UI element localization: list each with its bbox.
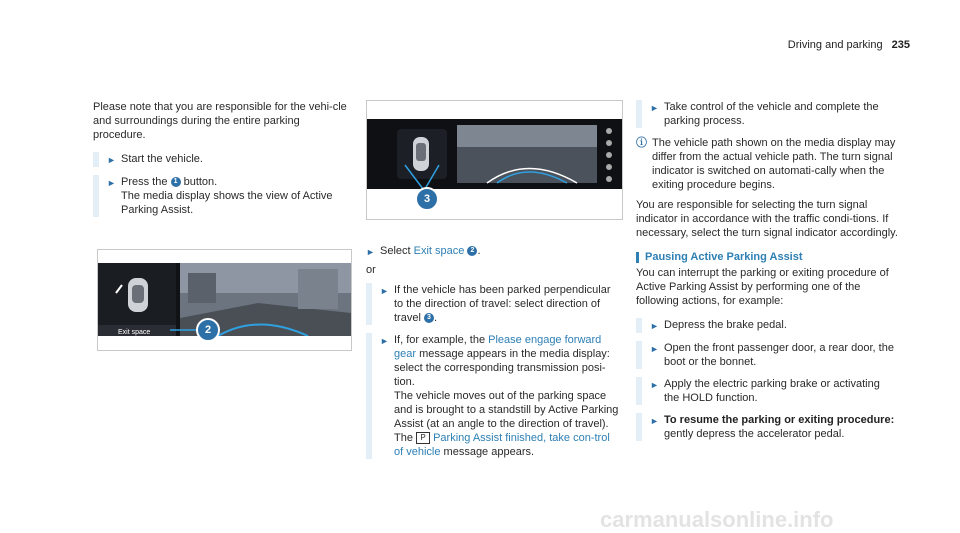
figure-exit-space: [97, 249, 352, 351]
callout-2: 2: [196, 318, 220, 342]
arrow-icon: ►: [650, 416, 659, 426]
arrow-icon: ►: [380, 336, 389, 346]
step-engage-gear: ► If, for example, the Please engage forward gear message appears in the media display: select the corresponding transmission posi-tion. The vehicle moves out of the parking space and is brought to a standstill by Active Parking Assist (at an angle to the direction of travel). The P Parking Assist finished, take con-trol of vehicle message appears.: [366, 333, 621, 459]
info-note: ⓘ The vehicle path shown on the media display may differ from the actual vehicle path. The turn signal indicator is switched on automati-cally when the exiting procedure begins.: [636, 137, 896, 191]
media-display-image: [367, 119, 622, 189]
arrow-icon: ►: [380, 286, 389, 296]
section-title: Driving and parking: [787, 39, 883, 51]
column-1: [93, 100, 355, 225]
action-brake: ► Depress the brake pedal.: [636, 318, 898, 333]
button-number-badge: 1: [171, 177, 181, 187]
exit-space-label: Exit space: [118, 329, 151, 336]
parking-camera-view: [98, 263, 351, 336]
parking-assist-icon: P: [416, 432, 430, 444]
responsibility-text: You are responsible for selecting the turn signal indicator in accordance with the traffic condi-tions. If necessary, select the turn signal indicator accordingly.: [636, 199, 898, 239]
page-number: 235: [891, 39, 910, 51]
arrow-icon: ►: [650, 103, 659, 113]
callout-3: 3: [415, 187, 439, 211]
column-3: [636, 100, 898, 449]
callout-badge: 2: [467, 246, 477, 256]
figure-direction-of-travel: [366, 100, 623, 220]
media-display-image: [98, 263, 351, 336]
step-take-control: ► Take control of the vehicle and complete the parking process.: [636, 100, 898, 128]
action-resume: ► To resume the parking or exiting procedure: gently depress the accelerator pedal.: [636, 413, 898, 441]
step-select-exit-space: ► Select Exit space 2 .: [366, 245, 481, 257]
action-open-door: ► Open the front passenger door, a rear door, the boot or the bonnet.: [636, 341, 898, 369]
arrow-icon: ►: [650, 380, 659, 390]
arrow-icon: ►: [650, 344, 659, 354]
column-2: [366, 244, 621, 467]
step-start-vehicle: ► Start the vehicle.: [93, 152, 355, 167]
parking-camera-view: [367, 119, 622, 189]
page-header: [788, 38, 910, 52]
arrow-icon: ►: [650, 321, 659, 331]
action-parking-brake: ► Apply the electric parking brake or activating the HOLD function.: [636, 377, 898, 405]
step-perpendicular: ► If the vehicle has been parked perpendicular to the direction of travel: select direction of travel 3 .: [366, 283, 621, 325]
arrow-icon: ►: [107, 178, 116, 188]
or-text: or: [366, 264, 376, 276]
callout-badge: 3: [424, 313, 434, 323]
arrow-icon: ►: [366, 247, 375, 257]
section-text: You can interrupt the parking or exiting procedure of Active Parking Assist by performing one of the following actions, for example:: [636, 267, 889, 307]
info-icon: ⓘ: [636, 137, 647, 149]
arrow-icon: ►: [107, 155, 116, 165]
watermark: carmanualsonline.info: [600, 507, 834, 532]
section-heading: Pausing Active Parking Assist: [636, 250, 898, 264]
intro-text: Please note that you are responsible for the vehi-cle and surroundings during the entire parking procedure.: [93, 101, 347, 141]
step-press-button: ► Press the 1 button. The media display shows the view of Active Parking Assist.: [93, 175, 355, 217]
